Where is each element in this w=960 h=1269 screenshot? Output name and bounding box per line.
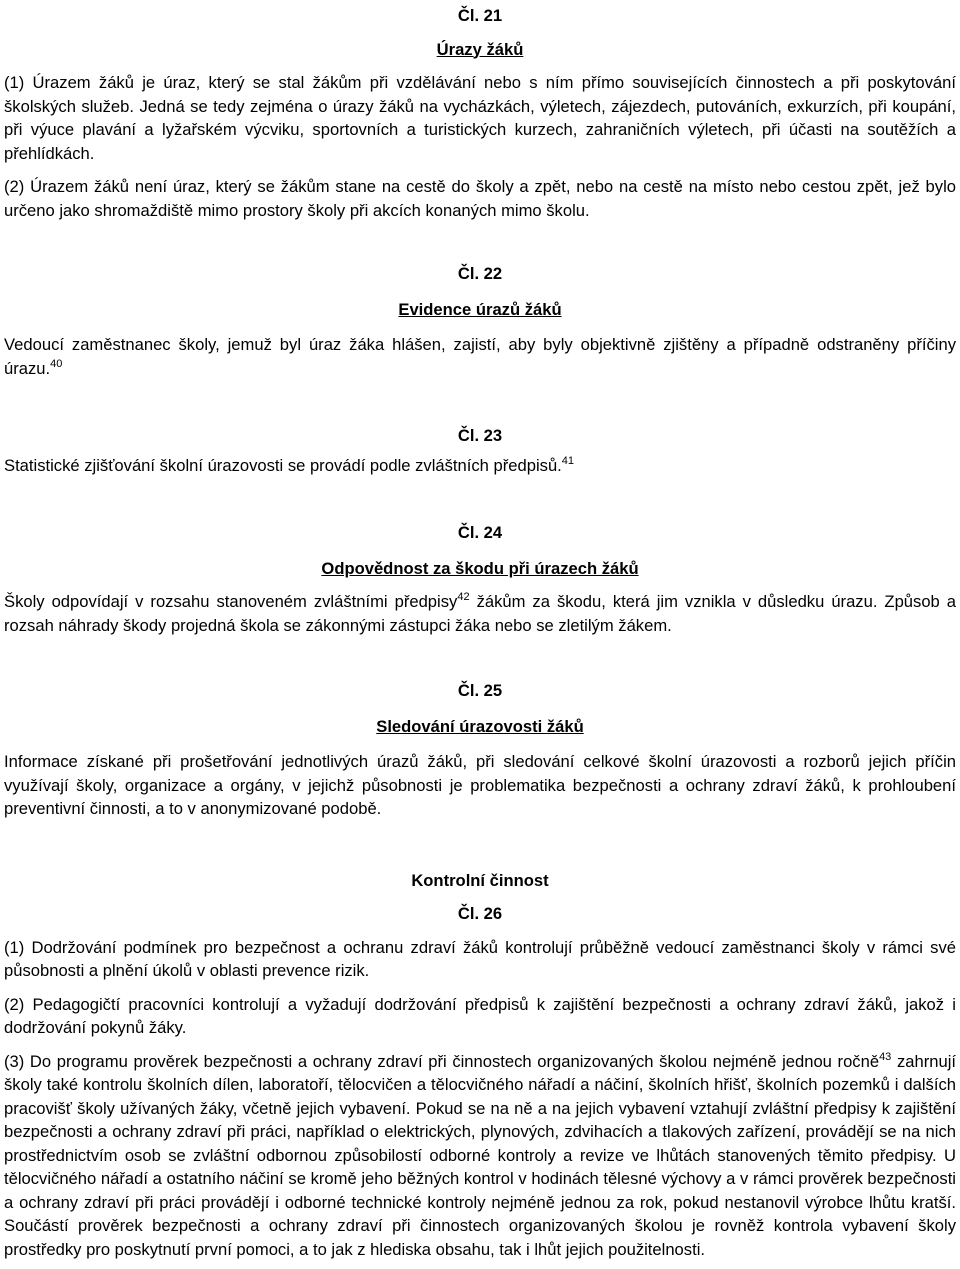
paragraph: (3) Do programu prověrek bezpečnosti a ochrany zdraví při činnostech organizovaných školou nejméně jednou ročně$^{43}$ zahrnují školy také kontrolu školních dílen, laboratoří, tělocvičen a tělocvičného nářadí a náčiní, školních hřišť, školních pozemků i dalších pracovišť školy užívaných žáky, včetně jejich vybavení. Pokud se na ně a na jejich vybavení vztahují zvláštní předpisy k zajištění bezpečnosti a ochrany zdraví při práci, například o elektrických, plynových, zdvihacích a tlakových zařízení, provádějí se na nich prostřednictvím osob se zvláštní odbornou způsobilostí odborné kontroly a revize ve lhůtách stanovených těmito předpisy. U tělocvičného nářadí a ostatního náčiní se kromě jeho běžných kontrol v hodinách tělesné výchovy a v rámci prověrek bezpečnosti a ochrany zdraví při práci provádějí i odborné technické kontroly nejméně jednou za rok, pokud nestanovil výrobce lhůtu kratší. Součástí prověrek bezpečnosti a ochrany zdraví při činnostech organizovaných školou je rovněž kontrola vybavení školy prostředky pro poskytnutí první pomoci, a to jak z hlediska obsahu, tak i lhůt jejich použitelnosti. — [4, 1050, 956, 1259]
article-number: Čl. 21 — [457, 6, 503, 25]
paragraph: Školy odpovídají v rozsahu stanoveném zvláštními předpisy$^{42}$ žákům za škodu, která jim vznikla v důsledku úrazu. Způsob a rozsah náhrady škody projedná škola se zákonnými zástupci žáka nebo se zletilým žákem. — [4, 591, 956, 635]
article-title: Úrazy žáků — [436, 39, 524, 59]
footnote-ref: 40 — [50, 357, 63, 370]
paragraph: (1) Dodržování podmínek pro bezpečnost a ochranu zdraví žáků kontrolují průběžně vedoucí zaměstnanci školy v rámci své působnosti a plnění úkolů v oblasti prevence rizik. — [4, 937, 956, 980]
article-22 — [4, 262, 956, 380]
paragraph: (2) Úrazem žáků není úraz, který se žákům stane na cestě do školy a zpět, nebo na cestě na místo nebo cestou zpět, jež bylo určeno jako shromaždiště mimo prostory školy při akcích konaných mimo školu. — [4, 177, 956, 220]
article-24 — [4, 521, 956, 637]
paragraph: (2) Pedagogičtí pracovníci kontrolují a vyžadují dodržování předpisů k zajištění bezpečnosti a ochrany zdraví žáků, jakož i dodržování pokynů žáky. — [4, 994, 956, 1037]
footnote-ref: 41 — [561, 454, 575, 467]
footnote-ref: 42 — [457, 591, 470, 603]
article-number: Čl. 22 — [457, 264, 503, 283]
article-23 — [4, 424, 956, 477]
section-title: Kontrolní činnost — [411, 870, 549, 890]
paragraph: Vedoucí zaměstnanec školy, jemuž byl úraz žáka hlášen, zajistí, aby byly objektivně zjištěny a případně odstraněny příčiny úrazu.$^{40}$ — [4, 335, 956, 378]
article-number: Čl. 25 — [457, 681, 503, 700]
article-title: Odpovědnost za škodu při úrazech žáků — [321, 558, 639, 578]
article-25 — [4, 679, 956, 821]
article-21 — [4, 4, 956, 222]
article-number: Čl. 24 — [457, 523, 503, 542]
paragraph: (1) Úrazem žáků je úraz, který se stal žákům při vzdělávání nebo s ním přímo souvisejících činnostech a při poskytování školských služeb. Jedná se tedy zejména o úrazy žáků na vycházkách, výletech, zájezdech, putováních, exkurzích, při koupání, při výuce plavání a lyžařském výcviku, sportovních a turistických kurzech, zahraničních výletech, při účasti na soutěžích a přehlídkách. — [4, 73, 956, 163]
article-number: Čl. 26 — [457, 904, 503, 923]
paragraph: Statistické zjišťování školní úrazovosti se provádí podle zvláštních předpisů.$^{41}$ — [4, 454, 575, 475]
footnote-ref: 43 — [879, 1050, 892, 1063]
article-26 — [4, 869, 956, 1262]
article-title: Sledování úrazovosti žáků — [376, 716, 584, 736]
article-title: Evidence úrazů žáků — [398, 299, 562, 319]
article-number: Čl. 23 — [457, 426, 503, 445]
paragraph: Informace získané při prošetřování jednotlivých úrazů žáků, při sledování celkové školní úrazovosti a rozborů jejich příčin využívají školy, organizace a orgány, v jejichž působnosti je problematika bezpečnosti a ochrany zdraví žáků, k prohloubení preventivní činnosti, a to v anonymizované podobě. — [4, 752, 956, 818]
document-page — [4, 4, 956, 1261]
